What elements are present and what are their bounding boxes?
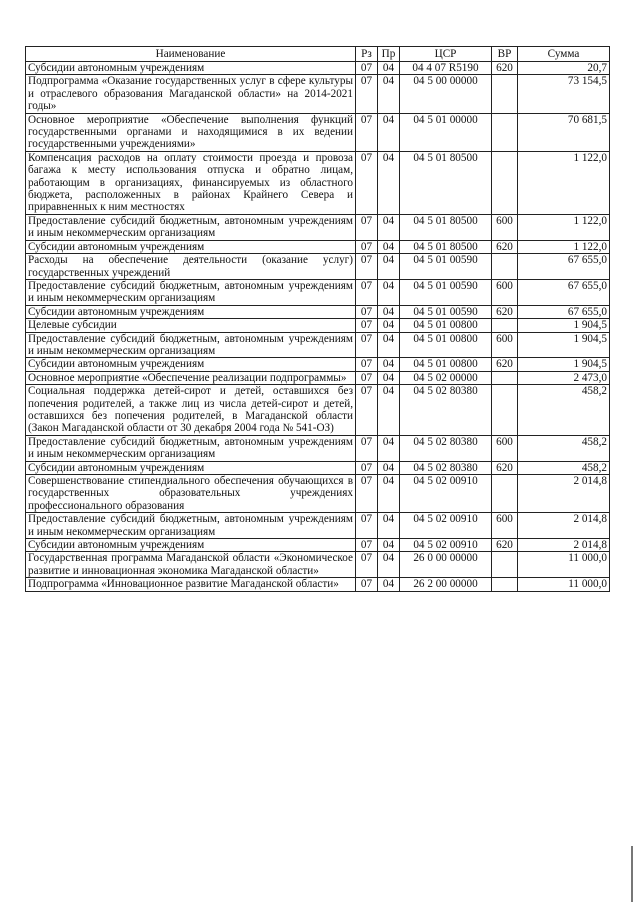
cell-rz: 07 — [356, 475, 378, 513]
cell-csr: 04 5 01 00800 — [400, 319, 492, 332]
cell-pr: 04 — [378, 552, 400, 578]
cell-sum: 1 904,5 — [518, 319, 610, 332]
cell-vr — [492, 151, 518, 214]
cell-csr: 04 5 00 00000 — [400, 75, 492, 113]
cell-csr: 04 5 02 80380 — [400, 461, 492, 474]
cell-name: Предоставление субсидий бюджетным, автономным учреждениям и иным некоммерческим организациям — [26, 214, 356, 240]
cell-vr — [492, 371, 518, 384]
cell-vr: 600 — [492, 279, 518, 305]
table-row — [26, 552, 610, 578]
cell-rz: 07 — [356, 151, 378, 214]
cell-name: Субсидии автономным учреждениям — [26, 461, 356, 474]
cell-sum: 20,7 — [518, 62, 610, 75]
cell-csr: 04 5 01 00590 — [400, 254, 492, 280]
cell-pr: 04 — [378, 113, 400, 151]
cell-name: Предоставление субсидий бюджетным, автономным учреждениям и иным некоммерческим организациям — [26, 332, 356, 358]
table-row — [26, 62, 610, 75]
cell-vr: 600 — [492, 435, 518, 461]
cell-vr: 620 — [492, 240, 518, 253]
cell-rz: 07 — [356, 319, 378, 332]
cell-rz: 07 — [356, 113, 378, 151]
budget-table — [25, 46, 610, 592]
cell-name: Предоставление субсидий бюджетным, автономным учреждениям и иным некоммерческим организациям — [26, 513, 356, 539]
cell-rz: 07 — [356, 214, 378, 240]
cell-rz: 07 — [356, 371, 378, 384]
cell-sum: 458,2 — [518, 385, 610, 436]
cell-pr: 04 — [378, 332, 400, 358]
table-row — [26, 435, 610, 461]
cell-sum: 1 122,0 — [518, 151, 610, 214]
cell-name: Основное мероприятие «Обеспечение выполнения функций государственными органами и находящимися в их ведении государственными учреждениями» — [26, 113, 356, 151]
cell-rz: 07 — [356, 539, 378, 552]
table-row — [26, 319, 610, 332]
cell-vr — [492, 385, 518, 436]
table-row — [26, 578, 610, 591]
table-row — [26, 240, 610, 253]
cell-name: Целевые субсидии — [26, 319, 356, 332]
cell-vr — [492, 319, 518, 332]
cell-sum: 1 904,5 — [518, 332, 610, 358]
cell-vr: 620 — [492, 461, 518, 474]
cell-pr: 04 — [378, 254, 400, 280]
cell-name: Основное мероприятие «Обеспечение реализации подпрограммы» — [26, 371, 356, 384]
cell-vr — [492, 475, 518, 513]
cell-sum: 11 000,0 — [518, 578, 610, 591]
cell-rz: 07 — [356, 332, 378, 358]
cell-rz: 07 — [356, 435, 378, 461]
cell-rz: 07 — [356, 305, 378, 318]
table-row — [26, 214, 610, 240]
cell-name: Субсидии автономным учреждениям — [26, 358, 356, 371]
cell-rz: 07 — [356, 279, 378, 305]
cell-pr: 04 — [378, 371, 400, 384]
cell-csr: 04 5 01 80500 — [400, 214, 492, 240]
cell-sum: 73 154,5 — [518, 75, 610, 113]
cell-sum: 70 681,5 — [518, 113, 610, 151]
cell-pr: 04 — [378, 305, 400, 318]
cell-sum: 458,2 — [518, 461, 610, 474]
cell-sum: 2 014,8 — [518, 513, 610, 539]
cell-name: Компенсация расходов на оплату стоимости проезда и провоза багажа к месту использования отпуска и обратно лицам, работающим в организациях, финансируемых из областного бюджета, расположенных в районах Крайнего Севера и приравненных к ним местностях — [26, 151, 356, 214]
cell-vr — [492, 552, 518, 578]
cell-vr: 620 — [492, 305, 518, 318]
cell-csr: 04 4 07 R5190 — [400, 62, 492, 75]
cell-csr: 04 5 02 00910 — [400, 513, 492, 539]
cell-pr: 04 — [378, 214, 400, 240]
cell-sum: 67 655,0 — [518, 305, 610, 318]
cell-name: Субсидии автономным учреждениям — [26, 539, 356, 552]
cell-sum: 2 014,8 — [518, 475, 610, 513]
cell-pr: 04 — [378, 385, 400, 436]
cell-pr: 04 — [378, 319, 400, 332]
cell-rz: 07 — [356, 513, 378, 539]
cell-pr: 04 — [378, 279, 400, 305]
header-rz: Рз — [356, 47, 378, 62]
table-row — [26, 539, 610, 552]
cell-csr: 04 5 01 00800 — [400, 358, 492, 371]
cell-name: Субсидии автономным учреждениям — [26, 305, 356, 318]
cell-rz: 07 — [356, 578, 378, 591]
cell-pr: 04 — [378, 435, 400, 461]
cell-name: Предоставление субсидий бюджетным, автономным учреждениям и иным некоммерческим организациям — [26, 435, 356, 461]
cell-pr: 04 — [378, 75, 400, 113]
cell-vr — [492, 254, 518, 280]
cell-pr: 04 — [378, 578, 400, 591]
table-row — [26, 358, 610, 371]
table-row — [26, 75, 610, 113]
cell-vr: 600 — [492, 214, 518, 240]
header-sum: Сумма — [518, 47, 610, 62]
cell-csr: 04 5 01 00000 — [400, 113, 492, 151]
cell-vr: 620 — [492, 539, 518, 552]
table-row — [26, 113, 610, 151]
cell-sum: 11 000,0 — [518, 552, 610, 578]
table-row — [26, 371, 610, 384]
cell-pr: 04 — [378, 240, 400, 253]
header-vr: ВР — [492, 47, 518, 62]
table-row — [26, 151, 610, 214]
cell-pr: 04 — [378, 461, 400, 474]
cell-rz: 07 — [356, 75, 378, 113]
scan-edge-mark — [631, 846, 633, 902]
table-row — [26, 279, 610, 305]
table-row — [26, 305, 610, 318]
cell-csr: 04 5 02 80380 — [400, 435, 492, 461]
cell-name: Подпрограмма «Инновационное развитие Магаданской области» — [26, 578, 356, 591]
cell-pr: 04 — [378, 513, 400, 539]
table-row — [26, 385, 610, 436]
cell-csr: 04 5 02 00910 — [400, 539, 492, 552]
cell-name: Субсидии автономным учреждениям — [26, 62, 356, 75]
cell-sum: 2 473,0 — [518, 371, 610, 384]
cell-csr: 04 5 02 80380 — [400, 385, 492, 436]
cell-sum: 1 122,0 — [518, 240, 610, 253]
table-row — [26, 461, 610, 474]
cell-sum: 458,2 — [518, 435, 610, 461]
cell-rz: 07 — [356, 254, 378, 280]
cell-name: Государственная программа Магаданской области «Экономическое развитие и инновационная экономика Магаданской области» — [26, 552, 356, 578]
cell-rz: 07 — [356, 552, 378, 578]
cell-sum: 67 655,0 — [518, 254, 610, 280]
cell-pr: 04 — [378, 475, 400, 513]
cell-sum: 2 014,8 — [518, 539, 610, 552]
cell-csr: 04 5 01 80500 — [400, 151, 492, 214]
cell-vr: 620 — [492, 62, 518, 75]
cell-rz: 07 — [356, 461, 378, 474]
cell-csr: 04 5 01 00590 — [400, 279, 492, 305]
cell-pr: 04 — [378, 62, 400, 75]
cell-rz: 07 — [356, 62, 378, 75]
cell-csr: 04 5 01 00590 — [400, 305, 492, 318]
cell-csr: 04 5 02 00910 — [400, 475, 492, 513]
table-row — [26, 332, 610, 358]
cell-csr: 04 5 02 00000 — [400, 371, 492, 384]
cell-rz: 07 — [356, 240, 378, 253]
cell-name: Совершенствование стипендиального обеспечения обучающихся в государственных образовательных учреждениях профессионального образования — [26, 475, 356, 513]
header-csr: ЦСР — [400, 47, 492, 62]
cell-vr: 620 — [492, 358, 518, 371]
cell-csr: 26 2 00 00000 — [400, 578, 492, 591]
table-row — [26, 513, 610, 539]
cell-vr — [492, 578, 518, 591]
cell-name: Расходы на обеспечение деятельности (оказание услуг) государственных учреждений — [26, 254, 356, 280]
cell-sum: 67 655,0 — [518, 279, 610, 305]
cell-name: Социальная поддержка детей-сирот и детей, оставшихся без попечения родителей, а также лиц из числа детей-сирот и детей, оставшихся без попечения родителей, в Магаданской области (Закон Магаданской области от 30 декабря 2004 года № 541-ОЗ) — [26, 385, 356, 436]
table-header-row — [26, 47, 610, 62]
cell-rz: 07 — [356, 358, 378, 371]
cell-csr: 26 0 00 00000 — [400, 552, 492, 578]
cell-vr: 600 — [492, 332, 518, 358]
cell-pr: 04 — [378, 151, 400, 214]
cell-pr: 04 — [378, 539, 400, 552]
cell-sum: 1 122,0 — [518, 214, 610, 240]
cell-vr — [492, 113, 518, 151]
table-row — [26, 254, 610, 280]
cell-name: Предоставление субсидий бюджетным, автономным учреждениям и иным некоммерческим организациям — [26, 279, 356, 305]
cell-csr: 04 5 01 00800 — [400, 332, 492, 358]
cell-name: Субсидии автономным учреждениям — [26, 240, 356, 253]
header-name: Наименование — [26, 47, 356, 62]
cell-vr — [492, 75, 518, 113]
cell-sum: 1 904,5 — [518, 358, 610, 371]
header-pr: Пр — [378, 47, 400, 62]
cell-name: Подпрограмма «Оказание государственных услуг в сфере культуры и отраслевого образования Магаданской области» на 2014-2021 годы» — [26, 75, 356, 113]
cell-rz: 07 — [356, 385, 378, 436]
cell-csr: 04 5 01 80500 — [400, 240, 492, 253]
cell-vr: 600 — [492, 513, 518, 539]
table-row — [26, 475, 610, 513]
cell-pr: 04 — [378, 358, 400, 371]
